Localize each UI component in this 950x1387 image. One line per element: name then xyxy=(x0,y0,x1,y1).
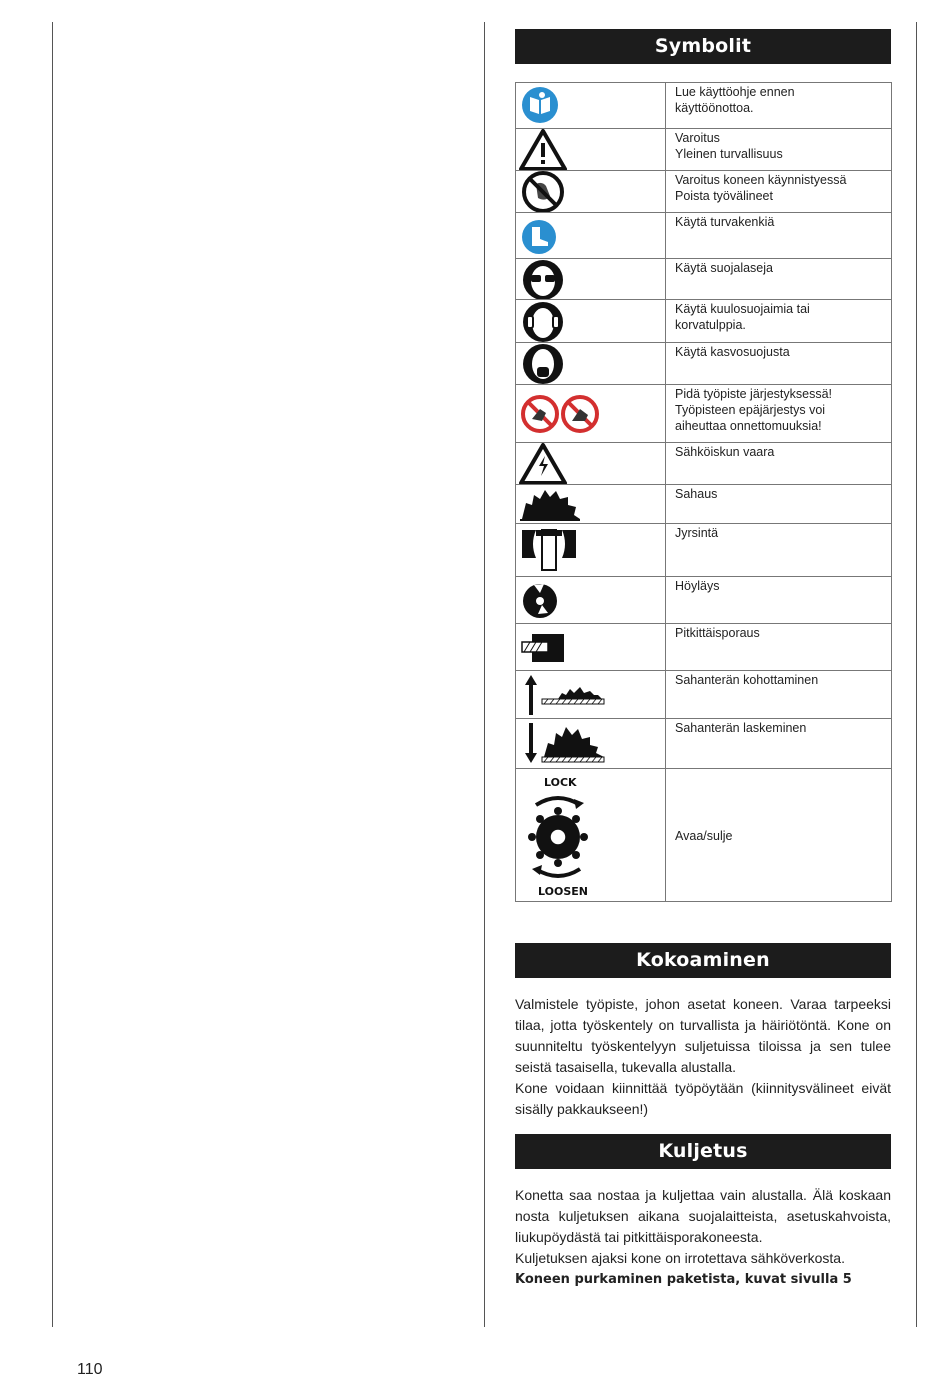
symbols-table xyxy=(515,82,892,902)
safety-glasses-icon xyxy=(518,259,663,300)
table-row xyxy=(516,129,892,171)
table-row xyxy=(516,171,892,213)
table-row xyxy=(516,300,892,343)
page-number: 110 xyxy=(77,1361,103,1378)
electric-shock-icon xyxy=(518,443,663,485)
transport-paragraph-2: Kuljetuksen ajaksi kone on irrotettava sähköverkosta. xyxy=(515,1250,845,1266)
table-row xyxy=(516,769,892,902)
center-divider-line xyxy=(484,22,485,1327)
symbol-text: Varoitus koneen käynnistyessä Poista työvälineet xyxy=(666,171,892,213)
symbol-cell xyxy=(516,671,666,719)
symbol-text: Varoitus Yleinen turvallisuus xyxy=(666,129,892,171)
table-row xyxy=(516,624,892,671)
symbol-text: Sahaus xyxy=(666,485,892,524)
symbol-text: Höyläys xyxy=(666,577,892,624)
symbol-cell xyxy=(516,259,666,300)
read-manual-icon xyxy=(518,83,663,129)
symbol-text: Käytä suojalaseja xyxy=(666,259,892,300)
no-touch-icon xyxy=(518,171,663,213)
symbol-text: Jyrsintä xyxy=(666,524,892,577)
symbol-cell xyxy=(516,485,666,524)
symbol-cell xyxy=(516,577,666,624)
table-row xyxy=(516,719,892,769)
planing-icon xyxy=(518,577,663,624)
symbol-cell xyxy=(516,443,666,485)
symbol-cell xyxy=(516,624,666,671)
symbol-cell xyxy=(516,213,666,259)
symbol-cell xyxy=(516,524,666,577)
table-row xyxy=(516,259,892,300)
symbol-text: Käytä kasvosuojusta xyxy=(666,343,892,385)
blade-lower-icon xyxy=(518,719,663,769)
left-margin-line xyxy=(52,22,53,1327)
symbol-cell xyxy=(516,129,666,171)
right-margin-line xyxy=(916,22,917,1327)
assembly-paragraph-2: Kone voidaan kiinnittää työpöytään (kiinnitysvälineet eivät sisälly pakkaukseen!) xyxy=(515,1080,891,1117)
table-row xyxy=(516,443,892,485)
table-row xyxy=(516,343,892,385)
symbol-text: Lue käyttöohje ennen käyttöönottoa. xyxy=(666,83,892,129)
safety-boots-icon xyxy=(518,213,663,259)
lock-label: LOCK xyxy=(544,776,577,789)
table-row xyxy=(516,385,892,443)
symbol-text: Käytä turvakenkiä xyxy=(666,213,892,259)
tidy-workplace-icon xyxy=(518,385,663,443)
table-row xyxy=(516,213,892,259)
table-row xyxy=(516,671,892,719)
face-mask-icon xyxy=(518,343,663,385)
symbols-heading: Symbolit xyxy=(515,29,891,64)
sawing-icon xyxy=(518,485,663,524)
table-row xyxy=(516,577,892,624)
symbol-cell xyxy=(516,719,666,769)
symbol-cell xyxy=(516,83,666,129)
transport-unpacking-note: Koneen purkaminen paketista, kuvat sivulla 5 xyxy=(515,1272,852,1287)
symbol-cell xyxy=(516,385,666,443)
transport-paragraph-1: Konetta saa nostaa ja kuljettaa vain alustalla. Älä koskaan nosta kuljetuksen aikana suojalaitteista, asetuskahvoista, liukupöydästä tai pitkittäisporakoneesta. xyxy=(515,1187,891,1245)
symbol-text: Sahanterän kohottaminen xyxy=(666,671,892,719)
symbol-cell xyxy=(516,769,666,902)
symbol-cell xyxy=(516,171,666,213)
symbol-text: Käytä kuulosuojaimia tai korvatulppia. xyxy=(666,300,892,343)
symbol-text: Sahanterän laskeminen xyxy=(666,719,892,769)
symbol-text: Sähköiskun vaara xyxy=(666,443,892,485)
table-row xyxy=(516,83,892,129)
symbol-text: Pitkittäisporaus xyxy=(666,624,892,671)
loosen-label: LOOSEN xyxy=(538,885,588,898)
table-row xyxy=(516,485,892,524)
warning-triangle-icon xyxy=(518,129,663,171)
assembly-text xyxy=(515,994,891,1120)
blade-raise-icon xyxy=(518,671,663,719)
assembly-paragraph-1: Valmistele työpiste, johon asetat koneen. Varaa tarpeeksi tilaa, jotta työskentely on turvallista ja häiriötöntä. Kone on suunniteltu työskentelyyn suljetuissa tiloissa ja sen tulee seistä tasaisella, tukevalla alustalla. xyxy=(515,996,891,1075)
transport-heading: Kuljetus xyxy=(515,1134,891,1169)
symbol-text: Avaa/sulje xyxy=(666,769,892,902)
milling-icon xyxy=(518,524,663,577)
symbol-cell xyxy=(516,343,666,385)
symbol-cell xyxy=(516,300,666,343)
lock-loosen-icon xyxy=(518,769,663,902)
table-row xyxy=(516,524,892,577)
assembly-heading: Kokoaminen xyxy=(515,943,891,978)
symbol-text: Pidä työpiste järjestyksessä! Työpisteen epäjärjestys voi aiheuttaa onnettomuuksia! xyxy=(666,385,892,443)
transport-text xyxy=(515,1185,891,1290)
ear-protection-icon xyxy=(518,300,663,343)
mortising-icon xyxy=(518,624,663,671)
